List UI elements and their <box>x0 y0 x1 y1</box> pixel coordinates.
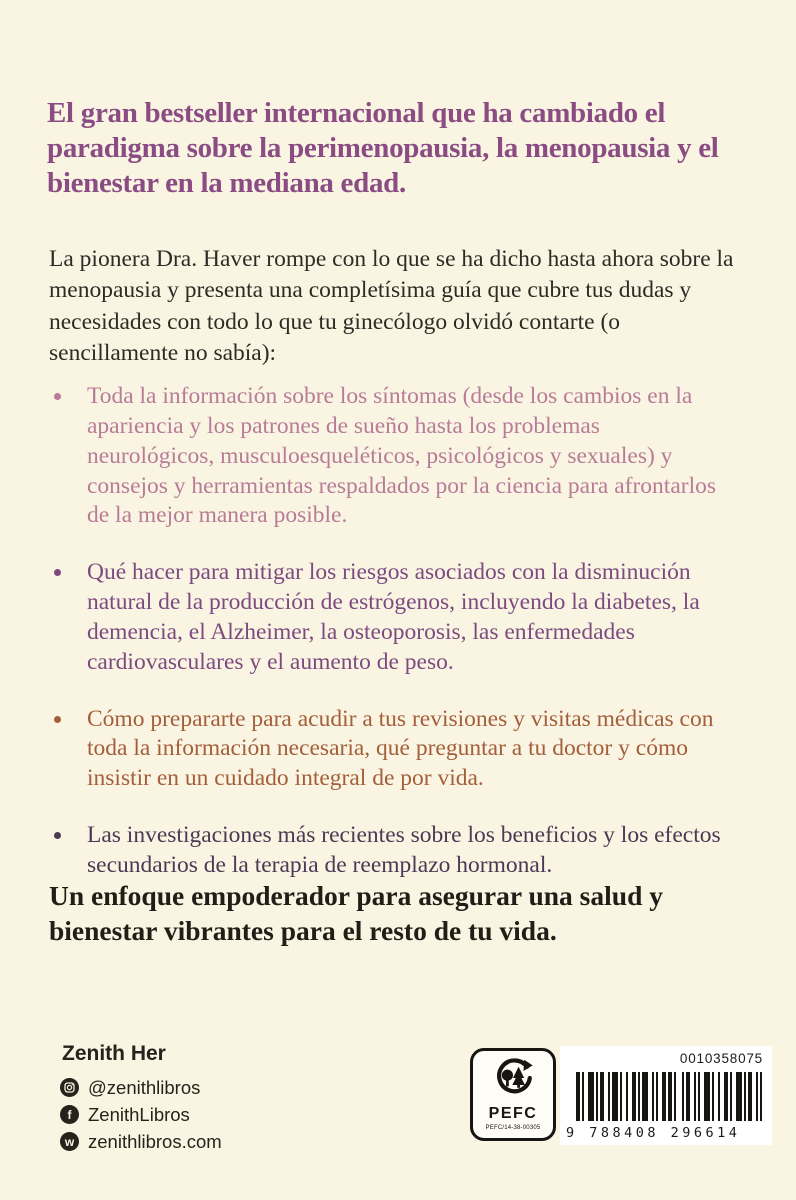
pefc-logo-icon <box>492 1057 534 1104</box>
instagram-icon <box>60 1078 79 1097</box>
bullet-item <box>49 821 729 881</box>
bullet-text: Las investigaciones más recientes sobre los beneficios y los efectos secundarios de la terapia de reemplazo hormonal. <box>87 822 721 878</box>
bullet-marker <box>54 716 61 723</box>
intro-paragraph: La pionera Dra. Haver rompe con lo que se ha dicho hasta ahora sobre la menopausia y presenta una completísima guía que cubre tus dudas y necesidades con todo lo que tu ginecólogo olvidó contarte (o sencillamente no sabía): <box>49 246 734 367</box>
closing-statement: Un enfoque empoderador para asegurar una salud y bienestar vibrantes para el resto de tu vida. <box>49 880 663 947</box>
barcode-extra-number: 0010358075 <box>679 1051 763 1066</box>
imprint-name: Zenith Her <box>62 1042 166 1065</box>
bullet-item <box>49 558 729 677</box>
barcode-isbn-digits: 9 788408 296614 <box>566 1125 741 1141</box>
bullet-text: Cómo prepararte para acudir a tus revisiones y visitas médicas con toda la información necesaria, qué preguntar a tu doctor y cómo insistir en un cuidado integral de por vida. <box>87 705 714 792</box>
bullet-marker <box>54 393 61 400</box>
bullet-item <box>49 705 729 795</box>
website-row <box>60 1128 222 1155</box>
facebook-row <box>60 1101 222 1128</box>
pefc-cert-number: PEFC/14-38-00305 <box>485 1125 541 1131</box>
barcode-bars <box>576 1072 762 1121</box>
bullet-text: Qué hacer para mitigar los riesgos asociados con la disminución natural de la producción de estrógenos, incluyendo la diabetes, la demencia, el Alzheimer, la osteoporosis, las enfermedades cardiovasculares y el aumento de peso. <box>87 559 700 675</box>
pefc-badge <box>470 1048 556 1141</box>
bullet-text: Toda la información sobre los síntomas (desde los cambios en la apariencia y los patrones de sueño hasta los problemas neurológicos, musculoesqueléticos, psicológicos y sexuales) y consejos y herramientas respaldados por la ciencia para afrontarlos de la mejor manera posible. <box>87 383 717 529</box>
bullet-marker <box>54 832 61 839</box>
barcode <box>560 1046 772 1145</box>
facebook-handle: ZenithLibros <box>88 1103 190 1125</box>
bullet-list <box>49 382 729 908</box>
headline: El gran bestseller internacional que ha cambiado el paradigma sobre la perimenopausia, la menopausia y el bienestar en la mediana edad. <box>47 97 719 200</box>
bullet-marker <box>54 569 61 576</box>
pefc-label: PEFC <box>488 1105 538 1122</box>
bullet-item <box>49 382 729 531</box>
facebook-icon: f <box>60 1105 79 1124</box>
web-icon: w <box>60 1132 79 1151</box>
instagram-row <box>60 1074 222 1101</box>
instagram-handle: @zenithlibros <box>88 1076 201 1098</box>
social-links <box>60 1074 222 1155</box>
website-url: zenithlibros.com <box>88 1130 222 1152</box>
